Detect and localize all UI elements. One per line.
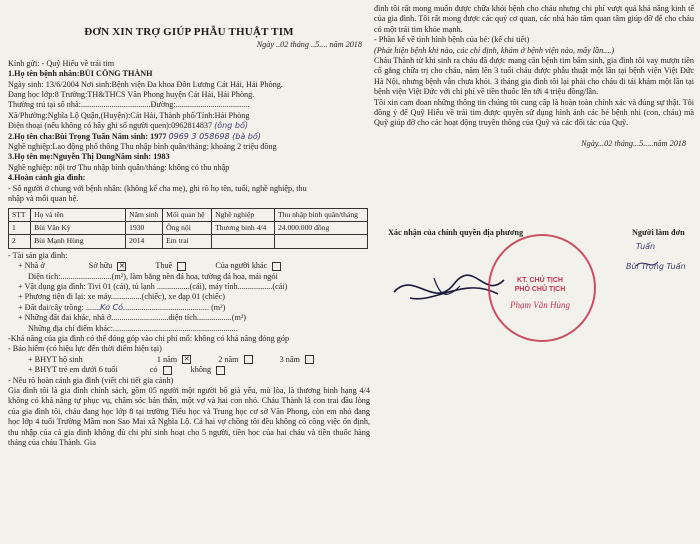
table-cell: 1930	[126, 221, 163, 234]
housing-row	[8, 261, 370, 271]
patient-name: 1.Họ tên bệnh nhân:BÙI CÔNG THÀNH	[8, 69, 153, 79]
applicant-label: Người làm đơn	[632, 228, 685, 237]
recipient: Kính gửi: - Quỹ Hiểu về trái tim	[8, 58, 115, 68]
household-table	[8, 208, 368, 249]
table-cell: Em trai	[163, 235, 212, 248]
illness-story: Cháu Thành từ khi sinh ra cháu đã được mang căn bệnh tim bẩm sinh, gia đình tôi vay mượn tiền cố gắng chữa trị cho cháu, năm lên 3 tuổi cháu được phẫu thuật một lần tại bệnh viện Việt Đức Hà Nội, nhưng bệnh vẫn chưa khỏi. 3 tháng gia đình tôi lại phải cho cháu đi tái khám một lần tại bệnh viện Việt Đức với chi phí về tiền thuốc lên tới 4 triệu đồng/lần.	[374, 56, 694, 97]
housing-rent-checkbox[interactable]	[177, 262, 186, 271]
story-heading: - Nêu rõ hoàn cảnh gia đình (viết chi tiết gia cảnh)	[8, 375, 174, 385]
housing-rent-label: Thuê	[155, 261, 173, 271]
housing-other-label: Của người khác	[215, 261, 268, 271]
housing-own-label: Sở hữu	[88, 261, 113, 271]
illness-heading: - Phần kể về tình hình bệnh của bé: (kể chi tiết)	[374, 35, 530, 45]
address-line: Thường trú tại số nhà:..................................Đường:....................................	[8, 100, 250, 110]
family-story: Gia đình tôi là gia đình chính sách, gồm 05 người một người bố già yếu, mù lòa, là thương binh hạng 4/4 không có khả năng tự phục vụ, chăm sóc bản thân, một vợ và hai con nhỏ. Cháu Thành là con trai đầu lòng của gia đình tôi, cháu đang học lớp 8 tại trường Tiểu học và Trung học cơ sở Văn Phong, còn em nhỏ đang học lớp 4 tuổi Trường Mầm non Sao Mai xã Nghĩa Lộ. Cả hai vợ chồng tôi đều không có công việc ổn định, thu nhập của cả gia đình không đủ chi phí sinh hoạt cho 5 người, tiền học của hai cháu và tiền thuốc hàng tháng của cháu Thành. Gia	[8, 386, 370, 448]
school-info: Đang học lớp:8 Trường:TH&THCS Văn Phong huyện Cát Hải, Hải Phòng.	[8, 90, 255, 100]
signing-date: Ngày...02 tháng...5.....năm 2018	[581, 138, 686, 148]
housing-label: + Nhà ở	[18, 261, 45, 271]
table-cell: Thương binh 4/4	[212, 221, 275, 234]
mother-job: Nghề nghiệp: nội trợ Thu nhập bình quân/tháng: không có thu nhập	[8, 162, 230, 172]
insurance-title: - Bảo hiểm (có hiệu lực đến thời điểm hiện tại)	[8, 344, 162, 354]
stamp-title-2: PHÓ CHỦ TỊCH	[514, 286, 566, 293]
illness-hint: (Phát hiện bệnh khi nào, các chỉ định, khám ở bệnh viện nào, mấy lần....)	[374, 45, 615, 55]
table-header: STT	[9, 208, 31, 221]
option-2-year: 2 năm	[218, 354, 239, 364]
option-2-year-checkbox[interactable]	[244, 355, 253, 364]
house-area: Diện tích:.........................(m²), làm bằng nền đá hoa, tường đá hoa, mái ngói	[28, 271, 278, 281]
option-1-year-checkbox[interactable]: ✕	[183, 355, 190, 364]
child-yes-checkbox[interactable]	[163, 366, 172, 375]
father-name: 2.Họ tên cha:Bùi Trọng Tuấn Năm sinh: 1977	[8, 131, 167, 141]
child-no-checkbox[interactable]	[216, 366, 225, 375]
phone-line	[8, 121, 370, 131]
household-items: + Vật dụng gia đình: Tivi 01 (cái), tủ lạnh ................(cái), máy tính.................(cái)	[18, 281, 288, 291]
land-row: + Đất đai/cây trồng: .......Ko Có.......................................... (m²)	[18, 302, 226, 312]
father-line	[8, 132, 370, 142]
table-header-row	[9, 208, 368, 221]
document-date: Ngày ..02 tháng ..5.... năm 2018	[256, 40, 362, 50]
page-title: ĐƠN XIN TRỢ GIÚP PHẪU THUẬT TIM	[84, 26, 294, 38]
phone-handwritten-note: (ông bố)	[214, 121, 248, 131]
family-section-title: 4.Hoàn cảnh gia đình:	[8, 173, 86, 183]
option-1-year: 1 năm	[156, 354, 178, 364]
table-cell: Bùi Văn Kỳ	[31, 221, 126, 234]
assets-title: - Tài sản gia đình:	[8, 250, 68, 260]
table-cell: 24.000.000 đồng	[275, 221, 368, 234]
other-property: + Những đất đai khác, nhà ở............................diện tích.................(m²)	[18, 313, 246, 323]
request-paragraph: đình tôi rất mong muốn được chữa khỏi bệnh cho cháu nhưng chi phí vượt quá khả năng kinh tế của gia đình. Tôi rất mong được các quý cơ quan, các nhà hảo tâm quan tâm giúp đỡ để cho cháu có một trái tim khỏe mạnh.	[374, 4, 694, 34]
table-cell: Ông nội	[163, 221, 212, 234]
local-authority-label: Xác nhận của chính quyền địa phương	[388, 228, 524, 237]
stamp-signer-name: Phạm Văn Hùng	[510, 300, 570, 310]
ward-line: Xã/Phường:Nghĩa Lộ Quận,(Huyện):Cát Hải, Thành phố/Tỉnh:Hải Phòng	[8, 110, 250, 120]
left-column	[8, 0, 370, 448]
child-no-label: không	[190, 365, 212, 375]
birth-info: Ngày sinh: 13/6/2004 Nơi sinh:Bệnh viện Đa khoa Đôn Lương Cát Hải, Hải Phòng.	[8, 79, 283, 89]
insurance-household-label: + BHYT hộ sinh	[28, 354, 83, 364]
land-label: + Đất đai/cây trồng:	[18, 302, 84, 312]
father-handwritten-phone: 0969 3 058698 (bà bố)	[168, 131, 261, 141]
insurance-child-row	[8, 365, 370, 375]
table-cell: 2	[9, 235, 31, 248]
right-column	[374, 0, 694, 310]
table-header: Nghề nghiệp	[212, 208, 275, 221]
insurance-household-row	[8, 355, 370, 365]
vehicles: + Phương tiện đi lại: xe máy...............(chiếc), xe đạp 01 (chiếc)	[18, 292, 226, 302]
mother-name: 3.Họ tên mẹ:Nguyễn Thị DungNăm sinh: 1983	[8, 152, 170, 162]
option-3-year: 3 năm	[279, 354, 300, 364]
table-header: Mối quan hệ	[163, 208, 212, 221]
commitment: Tôi xin cam đoan những thông tin chúng tôi cung cấp là hoàn toàn chính xác và đúng sự thật. Tôi đồng ý để Quỹ Hiểu về trái tim được quyền sử dụng hình ảnh các bé bệnh nhi (con, cháu) mà Quỹ giúp đỡ cho các hoạt động truyền thông của Quỹ và các đối tác của Quỹ.	[374, 97, 694, 128]
household-intro-1: - Số người ở chung với bệnh nhân: (không kể cha mẹ), ghi rõ họ tên, tuổi, nghề nghiệp, thu	[8, 183, 307, 193]
other-addresses: Những địa chỉ điểm khác:.............................................................	[28, 323, 238, 333]
household-intro-2: nhập và mối quan hệ.	[8, 194, 79, 204]
father-job: Nghề nghiệp:Lao động phổ thông Thu nhập bình quân/tháng: khoảng 2 triệu đồng	[8, 142, 277, 152]
table-header: Họ và tên	[31, 208, 126, 221]
applicant-signature: Tuấn	[636, 242, 656, 251]
table-cell: 2014	[126, 235, 163, 248]
applicant-full-name: Bùi Trọng Tuấn	[626, 262, 686, 271]
stamp-title-1: KT. CHỦ TỊCH	[517, 277, 563, 284]
child-yes-label: có	[149, 365, 158, 375]
table-cell	[275, 235, 368, 248]
land-handwritten: Ko Có	[100, 302, 124, 312]
table-header: Năm sinh	[126, 208, 163, 221]
table-row	[9, 235, 368, 248]
table-cell: 1	[9, 221, 31, 234]
option-3-year-checkbox[interactable]	[305, 355, 314, 364]
insurance-child-label: + BHYT trẻ em dưới 6 tuổi	[28, 365, 118, 375]
housing-other-checkbox[interactable]	[272, 262, 281, 271]
land-unit: (m²)	[211, 302, 226, 312]
contribution-ability: -Khả năng của gia đình có thể đóng góp vào chi phí mổ: không có khả năng đóng góp	[8, 333, 290, 343]
stamp-title	[488, 276, 592, 294]
table-cell: Bùi Mạnh Hùng	[31, 235, 126, 248]
table-row	[9, 221, 368, 234]
table-header: Thu nhập bình quân/tháng	[275, 208, 368, 221]
housing-own-checkbox[interactable]: ✕	[118, 261, 125, 270]
table-cell	[212, 235, 275, 248]
phone-text: Điện thoại (nếu không có hãy ghi số người quen):0962814837	[8, 121, 213, 131]
